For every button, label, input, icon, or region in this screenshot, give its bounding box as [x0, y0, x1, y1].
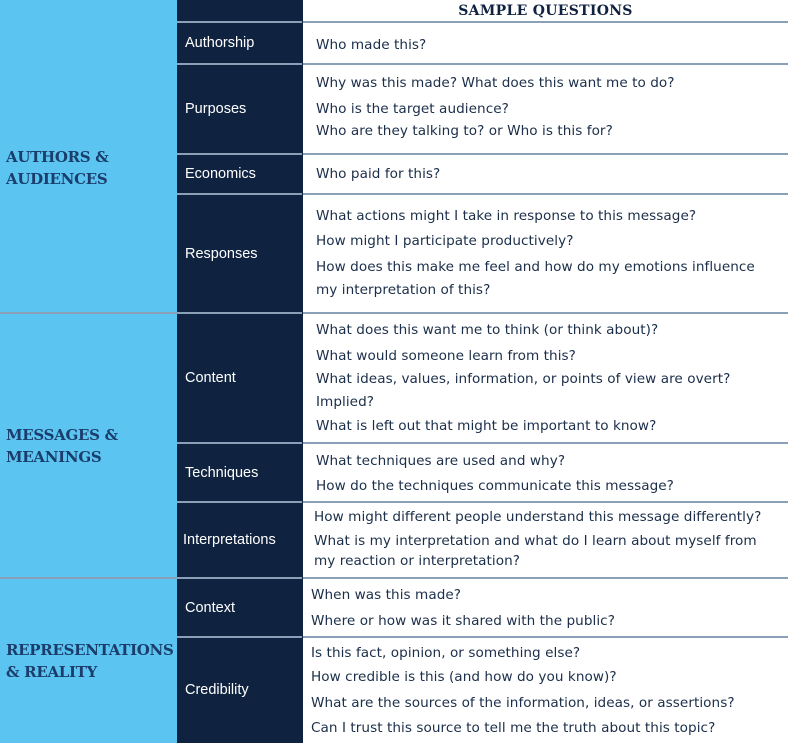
questions-credibility — [303, 637, 788, 743]
question-line: How might I participate productively? — [316, 233, 574, 249]
category-authors-audiences — [0, 22, 177, 313]
concept-economics: Economics — [177, 154, 303, 194]
concept-purposes: Purposes — [177, 64, 303, 154]
questions-economics — [303, 154, 788, 194]
row-divider — [177, 636, 788, 638]
header-spacer-categories — [0, 0, 177, 22]
question-line: When was this made? — [311, 587, 462, 603]
category-label-line: & REALITY — [6, 662, 98, 681]
column-header-sample-questions: SAMPLE QUESTIONS — [303, 0, 788, 22]
row-divider — [177, 153, 788, 155]
question-line: What would someone learn from this? — [316, 348, 576, 364]
category-label-line: MESSAGES & — [6, 425, 118, 444]
concept-credibility: Credibility — [177, 637, 303, 743]
row-divider — [177, 501, 788, 503]
category-label-line: MEANINGS — [6, 447, 102, 466]
section-divider — [0, 577, 788, 579]
questions-context — [303, 578, 788, 637]
row-divider — [177, 193, 788, 195]
questions-purposes — [303, 64, 788, 154]
question-line: What are the sources of the information, ideas, or assertions? — [311, 695, 735, 711]
category-representations-reality — [0, 578, 177, 743]
question-line: How credible is this (and how do you know)? — [311, 669, 617, 685]
question-line: Implied? — [316, 394, 375, 410]
questions-authorship — [303, 22, 788, 64]
row-divider — [177, 442, 788, 444]
question-line: Who made this? — [316, 37, 427, 53]
column-divider — [302, 0, 303, 743]
question-line: my reaction or interpretation? — [314, 553, 521, 569]
concept-responses: Responses — [177, 194, 303, 313]
question-line: What ideas, values, information, or points of view are overt? — [316, 371, 731, 387]
question-line: Who are they talking to? or Who is this for? — [316, 123, 613, 139]
question-line: What does this want me to think (or think about)? — [316, 322, 659, 338]
question-line: How might different people understand this message differently? — [314, 509, 762, 525]
row-divider — [177, 21, 788, 23]
category-label-line: AUTHORS & — [6, 147, 109, 166]
question-line: What techniques are used and why? — [316, 453, 566, 469]
question-line: Who is the target audience? — [316, 101, 509, 117]
concept-techniques: Techniques — [177, 443, 303, 502]
question-line: Why was this made? What does this want me to do? — [316, 75, 675, 91]
concept-context: Context — [177, 578, 303, 637]
concept-authorship: Authorship — [177, 22, 303, 64]
questions-interpretations — [303, 502, 788, 578]
category-messages-meanings — [0, 313, 177, 578]
questions-content — [303, 313, 788, 443]
concept-content: Content — [177, 313, 303, 443]
question-line: What is my interpretation and what do I learn about myself from — [314, 533, 757, 549]
row-divider — [177, 63, 788, 65]
questions-responses — [303, 194, 788, 313]
question-line: What actions might I take in response to this message? — [316, 208, 697, 224]
question-line: Where or how was it shared with the public? — [311, 613, 615, 629]
question-line: my interpretation of this? — [316, 282, 491, 298]
category-label-line: AUDIENCES — [6, 169, 108, 188]
section-divider — [0, 312, 788, 314]
header-spacer-concepts — [177, 0, 303, 22]
question-line: How does this make me feel and how do my emotions influence — [316, 259, 755, 275]
question-line: What is left out that might be important to know? — [316, 418, 657, 434]
question-line: Who paid for this? — [316, 166, 441, 182]
category-label-line: REPRESENTATIONS — [6, 640, 174, 659]
question-line: Is this fact, opinion, or something else? — [311, 645, 581, 661]
concept-interpretations: Interpretations — [177, 502, 303, 578]
question-line: Can I trust this source to tell me the truth about this topic? — [311, 720, 716, 736]
question-line: How do the techniques communicate this message? — [316, 478, 674, 494]
questions-techniques — [303, 443, 788, 502]
